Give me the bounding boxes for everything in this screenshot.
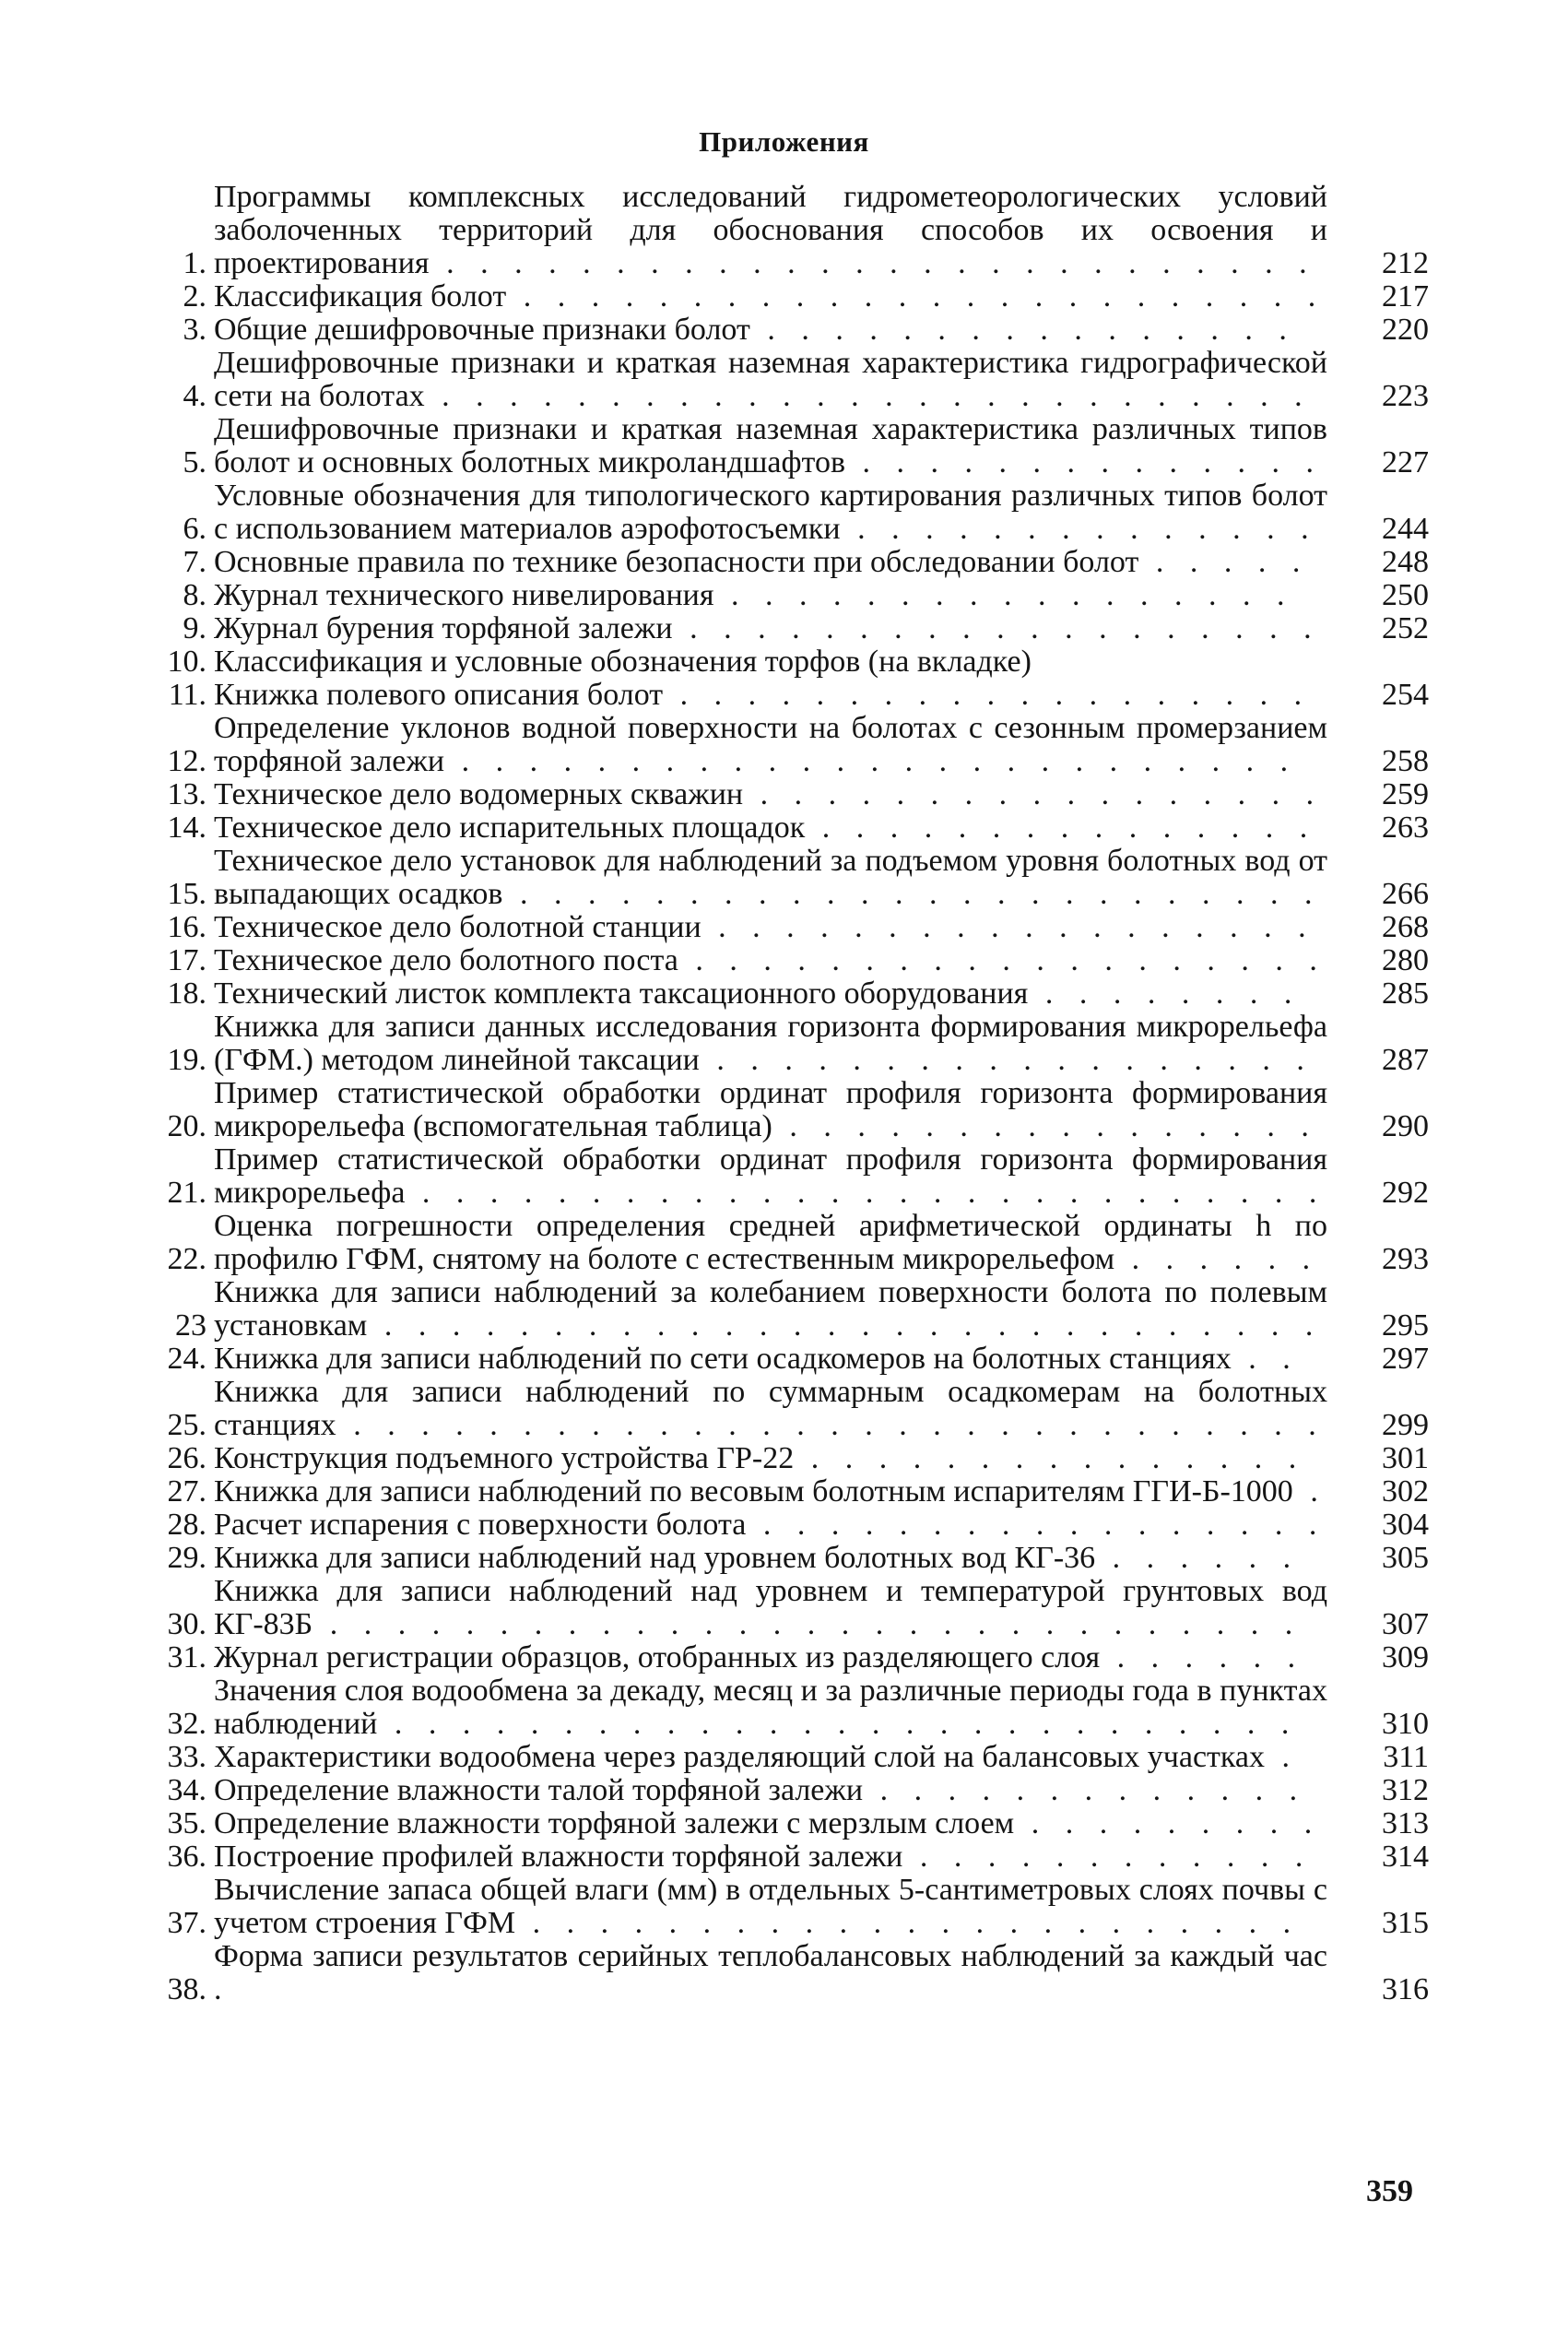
toc-entry-page: 302 bbox=[1382, 1474, 1429, 1509]
toc-entry bbox=[166, 1840, 1438, 1874]
toc-entry-number: 21. bbox=[167, 1176, 206, 1210]
dot-leader: . . . . . . . . . . . . . . . . bbox=[772, 1109, 1318, 1143]
toc-entry-title-wrap bbox=[214, 1509, 1327, 1542]
toc-entry-number: 34. bbox=[167, 1773, 206, 1807]
toc-entry bbox=[166, 612, 1438, 645]
toc-entry-number: 36. bbox=[167, 1840, 206, 1874]
toc-entry-title: Определение уклонов водной поверхности на болотах с сезонным промерзанием торфяной залежи bbox=[214, 711, 1327, 778]
toc-entry-title: Общие дешифровочные признаки болот bbox=[214, 313, 750, 347]
toc-entry-number: 9. bbox=[183, 611, 206, 645]
toc-entry bbox=[166, 911, 1438, 944]
toc-entry bbox=[166, 679, 1438, 712]
dot-leader: . . . . . . . . . . . . . . . . . . . . . . . . . . bbox=[429, 246, 1316, 280]
toc-entry-page: 309 bbox=[1382, 1640, 1429, 1674]
toc-entry-number: 3. bbox=[183, 313, 206, 347]
dot-leader: . . . . . . . . . . . . . . . . . bbox=[713, 578, 1294, 612]
toc-entry-title-wrap bbox=[214, 712, 1327, 778]
toc-entry-page: 287 bbox=[1382, 1043, 1429, 1077]
toc-entry bbox=[166, 1940, 1438, 2006]
toc-entry-number: 35. bbox=[167, 1806, 206, 1840]
toc-entry-number: 31. bbox=[167, 1640, 206, 1674]
toc-entry-title-wrap bbox=[214, 1011, 1327, 1077]
toc-entry bbox=[166, 1276, 1438, 1343]
toc-entry-title-wrap bbox=[214, 1840, 1327, 1874]
page-title: Приложения bbox=[699, 125, 869, 158]
toc-entry-number: 18. bbox=[167, 976, 206, 1011]
toc-entry-title: Книжка для записи данных исследования горизонта формирования микрорельефа (ГФМ.) методом линейной таксации bbox=[214, 1010, 1327, 1077]
toc-entry-title-wrap bbox=[214, 413, 1327, 479]
dot-leader: . . . . . . . . . . . . . . bbox=[845, 445, 1324, 479]
toc-entry bbox=[166, 280, 1438, 314]
toc-entry-number: 24. bbox=[167, 1342, 206, 1376]
toc-entry-number: 20. bbox=[167, 1109, 206, 1143]
toc-entry-title-wrap bbox=[214, 1575, 1327, 1641]
toc-entry-title-wrap bbox=[214, 479, 1327, 546]
toc-entry-page: 315 bbox=[1382, 1906, 1429, 1940]
toc-entry-title-wrap bbox=[214, 944, 1327, 977]
dot-leader: . . . . . . . . . . . . . . . . . . . bbox=[663, 678, 1312, 712]
dot-leader: . . . . . . . . . . . . . . . . . bbox=[743, 777, 1324, 811]
toc-entry bbox=[166, 413, 1438, 479]
toc-entry-number: 28. bbox=[167, 1508, 206, 1542]
toc-entry bbox=[166, 479, 1438, 546]
toc-entry-title-wrap bbox=[214, 977, 1327, 1011]
toc-entry bbox=[166, 1210, 1438, 1276]
toc-entry-title: Техническое дело испарительных площадок bbox=[214, 811, 806, 845]
toc-entry-number: 27. bbox=[167, 1474, 206, 1509]
toc-entry bbox=[166, 1077, 1438, 1143]
toc-entry bbox=[166, 1575, 1438, 1641]
toc-entry-page: 250 bbox=[1382, 578, 1429, 612]
toc-entry-page: 305 bbox=[1382, 1541, 1429, 1575]
toc-entry bbox=[166, 347, 1438, 413]
toc-entry-page: 304 bbox=[1382, 1508, 1429, 1542]
toc-entry-title: Книжка для записи наблюдений за колебанием поверхности болота по полевым установкам bbox=[214, 1275, 1327, 1343]
toc-entry bbox=[166, 579, 1438, 612]
toc-entry-number: 2. bbox=[183, 279, 206, 314]
toc-entry bbox=[166, 845, 1438, 911]
toc-entry-title: Техническое дело болотного поста bbox=[214, 943, 678, 977]
toc-entry bbox=[166, 712, 1438, 778]
toc-entry-number: 33. bbox=[167, 1740, 206, 1774]
toc-entry-title-wrap bbox=[214, 1940, 1327, 2006]
dot-leader: . . . . . . . . . . . . . . . . . . . . . . . . bbox=[502, 877, 1322, 911]
dot-leader: . . . . . . . . . . . . . . . . . . . . . . . bbox=[515, 1906, 1301, 1940]
dot-leader: . . . . . . . . . . . . . . . bbox=[805, 811, 1317, 845]
toc-entry bbox=[166, 1143, 1438, 1210]
toc-entry-page: 259 bbox=[1382, 777, 1429, 811]
toc-entry-page: 299 bbox=[1382, 1408, 1429, 1442]
toc-entry-page: 217 bbox=[1382, 279, 1429, 314]
toc-entry-number: 38. bbox=[167, 1972, 206, 2006]
toc-entry bbox=[166, 546, 1438, 579]
toc-entry-title-wrap bbox=[214, 314, 1327, 347]
toc-entry bbox=[166, 1874, 1438, 1940]
toc-entry-title-wrap bbox=[214, 1376, 1327, 1442]
toc-entry-number: 5. bbox=[183, 445, 206, 479]
dot-leader: . . . . . . bbox=[1095, 1541, 1301, 1575]
toc-entry-number: 16. bbox=[167, 910, 206, 944]
toc-entry-page: 227 bbox=[1382, 445, 1429, 479]
toc-entry-title-wrap bbox=[214, 811, 1327, 845]
toc-entry-title-wrap bbox=[214, 1442, 1327, 1475]
dot-leader: . . . . . . . . . . . . . . . . . . . bbox=[672, 611, 1321, 645]
toc-entry-title-wrap bbox=[214, 579, 1327, 612]
toc-entry-page: 212 bbox=[1382, 246, 1429, 280]
toc-entry-page: 244 bbox=[1382, 512, 1429, 546]
dot-leader: . . . . . . . . . . . . . . . bbox=[794, 1441, 1306, 1475]
dot-leader: . . . . . . . . . . . . . . . . . . . bbox=[678, 943, 1326, 977]
toc-entry-title: Значения слоя водообмена за декаду, месяц и за различные периоды года в пунктах наблюдений bbox=[214, 1674, 1327, 1741]
toc-entry-title: Журнал технического нивелирования bbox=[214, 578, 714, 612]
dot-leader: . . . . . . . . . . . . . . . . . . . . . . . . . bbox=[444, 744, 1298, 778]
dot-leader: . . . . . . . . bbox=[1028, 976, 1302, 1011]
toc-entry-title: Классификация болот bbox=[214, 279, 507, 314]
toc-entry bbox=[166, 1542, 1438, 1575]
dot-leader: . . . . . . . . . . . . . . . . . bbox=[746, 1508, 1326, 1542]
toc-entry-title: Программы комплексных исследований гидрометеорологических условий заболоченных территорий для обоснования способов их освоения и проектирования bbox=[214, 180, 1327, 280]
toc-entry-title-wrap bbox=[214, 1143, 1327, 1210]
toc-entry-page: 223 bbox=[1382, 379, 1429, 413]
toc-entry-page: 280 bbox=[1382, 943, 1429, 977]
toc-entry-title-wrap bbox=[214, 1343, 1327, 1376]
toc-entry bbox=[166, 1741, 1438, 1774]
toc-entry-title-wrap bbox=[214, 778, 1327, 811]
table-of-contents bbox=[166, 181, 1438, 2006]
toc-entry-title: Пример статистической обработки ординат профиля горизонта формирования микрорельефа (вспомогательная таблица) bbox=[214, 1076, 1327, 1143]
toc-entry bbox=[166, 1442, 1438, 1475]
dot-leader: . bbox=[214, 1972, 231, 2006]
toc-entry-title-wrap bbox=[214, 546, 1327, 579]
toc-entry-page: 252 bbox=[1382, 611, 1429, 645]
toc-entry-number: 6. bbox=[183, 512, 206, 546]
toc-entry-title: Пример статистической обработки ординат профиля горизонта формирования микрорельефа bbox=[214, 1142, 1327, 1210]
toc-entry-number: 23 bbox=[175, 1308, 206, 1343]
toc-entry-page: 254 bbox=[1382, 678, 1429, 712]
toc-entry-title: Книжка для записи наблюдений над уровнем и температурой грунтовых вод КГ-83Б bbox=[214, 1574, 1327, 1641]
toc-entry-number: 11. bbox=[168, 678, 206, 712]
toc-entry-title: Техническое дело болотной станции bbox=[214, 910, 701, 944]
dot-leader: . . . . . . . . . . . . . . . . . . bbox=[701, 910, 1315, 944]
toc-entry-page: 310 bbox=[1382, 1707, 1429, 1741]
toc-entry-title-wrap bbox=[214, 679, 1327, 712]
dot-leader: . bbox=[1265, 1740, 1300, 1774]
toc-entry-number: 19. bbox=[167, 1043, 206, 1077]
dot-leader: . . . . . . bbox=[1114, 1242, 1320, 1276]
toc-entry-number: 26. bbox=[167, 1441, 206, 1475]
toc-entry-title-wrap bbox=[214, 1276, 1327, 1343]
toc-entry-title: Техническое дело установок для наблюдений за подъемом уровня болотных вод от выпадающих осадков bbox=[214, 844, 1327, 911]
toc-entry bbox=[166, 1807, 1438, 1840]
toc-entry-number: 15. bbox=[167, 877, 206, 911]
toc-entry-number: 7. bbox=[183, 545, 206, 579]
dot-leader: . . . . . bbox=[1138, 545, 1310, 579]
toc-entry-title: Технический листок комплекта таксационного оборудования bbox=[214, 976, 1029, 1011]
dot-leader: . . . . . . . . . . . . . . . . . . . . . . . . . . . bbox=[405, 1176, 1326, 1210]
toc-entry-number: 17. bbox=[167, 943, 206, 977]
toc-entry-number: 22. bbox=[167, 1242, 206, 1276]
toc-entry-number: 13. bbox=[167, 777, 206, 811]
dot-leader: . . . . . . . . . . . . . bbox=[863, 1773, 1307, 1807]
toc-entry bbox=[166, 645, 1438, 679]
toc-entry-page: 311 bbox=[1383, 1740, 1429, 1774]
toc-entry-title-wrap bbox=[214, 1774, 1327, 1807]
toc-entry-page: 301 bbox=[1382, 1441, 1429, 1475]
toc-entry-title-wrap bbox=[214, 1874, 1327, 1940]
toc-entry-number: 32. bbox=[167, 1707, 206, 1741]
toc-entry-number: 37. bbox=[167, 1906, 206, 1940]
toc-entry-title: Книжка для записи наблюдений по сети осадкомеров на болотных станциях bbox=[214, 1342, 1232, 1376]
toc-entry-title-wrap bbox=[214, 911, 1327, 944]
toc-entry-title: Журнал бурения торфяной залежи bbox=[214, 611, 673, 645]
toc-entry-title-wrap bbox=[214, 280, 1327, 314]
toc-entry-number: 1. bbox=[183, 246, 206, 280]
toc-entry-title: Основные правила по технике безопасности при обследовании болот bbox=[214, 545, 1139, 579]
toc-entry-page: 316 bbox=[1382, 1972, 1429, 2006]
toc-entry-title-wrap bbox=[214, 181, 1327, 280]
toc-entry-title: Книжка для записи наблюдений над уровнем болотных вод КГ-36 bbox=[214, 1541, 1096, 1575]
toc-entry-title: Техническое дело водомерных скважин bbox=[214, 777, 744, 811]
toc-entry-title-wrap bbox=[214, 1741, 1327, 1774]
toc-entry-number: 14. bbox=[167, 811, 206, 845]
toc-entry-title-wrap bbox=[214, 1210, 1327, 1276]
toc-entry-title-wrap bbox=[214, 612, 1327, 645]
dot-leader: . . . . . . bbox=[1100, 1640, 1305, 1674]
toc-entry-title-wrap bbox=[214, 1077, 1327, 1143]
toc-entry-page: 268 bbox=[1382, 910, 1429, 944]
toc-entry-page: 248 bbox=[1382, 545, 1429, 579]
toc-entry-page: 258 bbox=[1382, 744, 1429, 778]
toc-entry-title-wrap bbox=[214, 845, 1327, 911]
toc-entry-number: 4. bbox=[183, 379, 206, 413]
toc-entry-title: Книжка полевого описания болот bbox=[214, 678, 664, 712]
dot-leader: . . . . . . . . . . . . . . bbox=[840, 512, 1318, 546]
toc-entry-page: 263 bbox=[1382, 811, 1429, 845]
toc-entry bbox=[166, 1475, 1438, 1509]
toc-entry bbox=[166, 314, 1438, 347]
dot-leader: . . . . . . . . . . . . bbox=[902, 1840, 1313, 1874]
toc-entry bbox=[166, 1674, 1438, 1741]
toc-entry bbox=[166, 1376, 1438, 1442]
toc-entry-title-wrap bbox=[214, 645, 1327, 679]
toc-entry-number: 29. bbox=[167, 1541, 206, 1575]
dot-leader: . . . . . . . . . . . . . . . . . . . . . . . . . . . bbox=[377, 1707, 1299, 1741]
dot-leader: . . . . . . . . . . . . . . . . . . . . . . . . bbox=[506, 279, 1326, 314]
toc-entry bbox=[166, 778, 1438, 811]
toc-entry bbox=[166, 944, 1438, 977]
toc-entry-page: 266 bbox=[1382, 877, 1429, 911]
toc-entry-title-wrap bbox=[214, 1542, 1327, 1575]
dot-leader: . . . . . . . . . . . . . . . . . . . . . . . . . . . . . bbox=[336, 1408, 1326, 1442]
toc-entry-page: 295 bbox=[1382, 1308, 1429, 1343]
toc-entry-title: Дешифровочные признаки и краткая наземная характеристика гидрографической сети на болотах bbox=[214, 346, 1327, 413]
toc-entry-title: Книжка для записи наблюдений по суммарным осадкомерам на болотных станциях bbox=[214, 1375, 1327, 1442]
dot-leader: . . . . . . . . . . . . . . . . . . . . . . . . . . . . bbox=[367, 1308, 1323, 1343]
toc-entry-page: 313 bbox=[1382, 1806, 1429, 1840]
toc-entry bbox=[166, 811, 1438, 845]
toc-entry-title: Характеристики водообмена через разделяющий слой на балансовых участках bbox=[214, 1740, 1266, 1774]
toc-entry-title: Определение влажности талой торфяной залежи bbox=[214, 1773, 864, 1807]
dot-leader: . . . . . . . . . . . . . . . . . . bbox=[699, 1043, 1314, 1077]
toc-entry-number: 12. bbox=[167, 744, 206, 778]
toc-entry bbox=[166, 181, 1438, 280]
toc-entry-title: Определение влажности торфяной залежи с мерзлым слоем bbox=[214, 1806, 1015, 1840]
toc-entry-title: Оценка погрешности определения средней арифметической ординаты h по профилю ГФМ, снятому на болоте с естественным микрорельефом bbox=[214, 1209, 1327, 1276]
toc-entry-number: 8. bbox=[183, 578, 206, 612]
toc-entry-number: 30. bbox=[167, 1607, 206, 1641]
toc-entry-title: Книжка для записи наблюдений по весовым болотным испарителям ГГИ-Б-1000 bbox=[214, 1474, 1293, 1509]
toc-entry bbox=[166, 1011, 1438, 1077]
toc-entry-page: 314 bbox=[1382, 1840, 1429, 1874]
dot-leader: . . bbox=[1231, 1342, 1300, 1376]
toc-entry-page: 293 bbox=[1382, 1242, 1429, 1276]
toc-entry-title: Форма записи результатов серийных теплобалансовых наблюдений за каждый час bbox=[214, 1939, 1327, 1973]
toc-entry-page: 290 bbox=[1382, 1109, 1429, 1143]
toc-entry-title: Построение профилей влажности торфяной залежи bbox=[214, 1840, 903, 1874]
toc-entry-title: Классификация и условные обозначения торфов (на вкладке) bbox=[214, 645, 1032, 679]
toc-entry-page: 297 bbox=[1382, 1342, 1429, 1376]
toc-entry bbox=[166, 1509, 1438, 1542]
toc-entry-number: 25. bbox=[167, 1408, 206, 1442]
dot-leader: . bbox=[1292, 1474, 1327, 1509]
toc-entry-title-wrap bbox=[214, 1641, 1327, 1674]
dot-leader: . . . . . . . . . . . . . . . . . . . . . . . . . . . . . bbox=[312, 1607, 1303, 1641]
toc-entry-page: 292 bbox=[1382, 1176, 1429, 1210]
toc-entry-title-wrap bbox=[214, 1674, 1327, 1741]
toc-entry-title: Расчет испарения с поверхности болота bbox=[214, 1508, 747, 1542]
toc-entry-title-wrap bbox=[214, 1807, 1327, 1840]
toc-entry-title: Условные обозначения для типологического картирования различных типов болот с использованием материалов аэрофотосъемки bbox=[214, 479, 1327, 546]
toc-entry-title: Вычисление запаса общей влаги (мм) в отдельных 5-сантиметровых слоях почвы с учетом строения ГФМ bbox=[214, 1873, 1327, 1940]
toc-entry-page: 220 bbox=[1382, 313, 1429, 347]
toc-entry-number: 10. bbox=[167, 645, 206, 679]
toc-entry-title: Журнал регистрации образцов, отобранных из разделяющего слоя bbox=[214, 1640, 1101, 1674]
dot-leader: . . . . . . . . . bbox=[1014, 1806, 1322, 1840]
toc-entry-title-wrap bbox=[214, 347, 1327, 413]
dot-leader: . . . . . . . . . . . . . . . . bbox=[749, 313, 1296, 347]
toc-entry-page: 307 bbox=[1382, 1607, 1429, 1641]
toc-entry-title: Конструкция подъемного устройства ГР-22 bbox=[214, 1441, 795, 1475]
toc-entry-page: 285 bbox=[1382, 976, 1429, 1011]
toc-entry bbox=[166, 1343, 1438, 1376]
toc-entry bbox=[166, 1641, 1438, 1674]
page-number: 359 bbox=[1366, 2174, 1413, 2208]
dot-leader: . . . . . . . . . . . . . . . . . . . . . . . . . . bbox=[424, 379, 1312, 413]
toc-entry bbox=[166, 977, 1438, 1011]
toc-entry-title-wrap bbox=[214, 1475, 1327, 1509]
toc-entry bbox=[166, 1774, 1438, 1807]
toc-entry-title: Дешифровочные признаки и краткая наземная характеристика различных типов болот и основных болотных микроландшафтов bbox=[214, 412, 1327, 479]
toc-entry-page: 312 bbox=[1382, 1773, 1429, 1807]
